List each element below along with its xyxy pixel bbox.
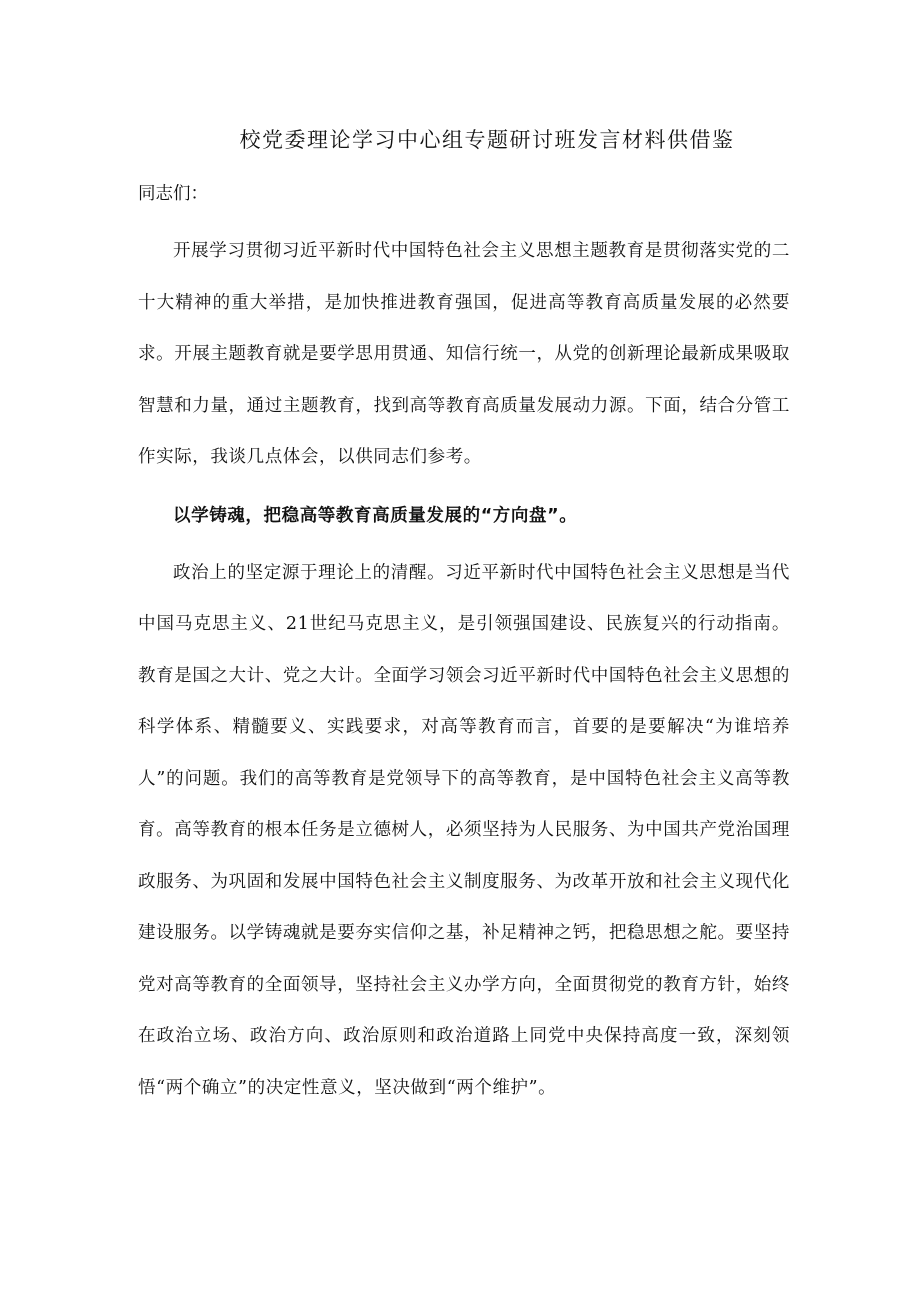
salutation: 同志们： (138, 184, 208, 204)
document-page (138, 112, 790, 1114)
document-title: 校党委理论学习中心组专题研讨班发言材料供借鉴 (239, 128, 735, 152)
intro-paragraph: 开展学习贯彻习近平新时代中国特色社会主义思想主题教育是贯彻落实党的二十大精神的重大举措，是加快推进教育强国，促进高等教育高质量发展的必然要求。开展主题教育就是要学思用贯通、知信行统一，从党的创新理论最新成果吸取智慧和力量，通过主题教育，找到高等教育高质量发展动力源。下面，结合分管工作实际，我谈几点体会，以供同志们参考。 (138, 241, 790, 467)
section-paragraph: 政治上的坚定源于理论上的清醒。习近平新时代中国特色社会主义思想是当代中国马克思主义、21世纪马克思主义，是引领强国建设、民族复兴的行动指南。教育是国之大计、党之大计。全面学习领会习近平新时代中国特色社会主义思想的科学体系、精髓要义、实践要求，对高等教育而言，首要的是要解决“为谁培养人”的问题。我们的高等教育是党领导下的高等教育，是中国特色社会主义高等教育。高等教育的根本任务是立德树人，必须坚持为人民服务、为中国共产党治国理政服务、为巩固和发展中国特色社会主义制度服务、为改革开放和社会主义现代化建设服务。以学铸魂就是要夯实信仰之基，补足精神之钙，把稳思想之舵。要坚持党对高等教育的全面领导，坚持社会主义办学方向，全面贯彻党的教育方针，始终在政治立场、政治方向、政治原则和政治道路上同党中央保持高度一致，深刻领悟“两个确立”的决定性意义，坚决做到“两个维护”。 (138, 562, 790, 1098)
section-heading: 以学铸魂，把稳高等教育高质量发展的“方向盘”。 (173, 505, 578, 526)
